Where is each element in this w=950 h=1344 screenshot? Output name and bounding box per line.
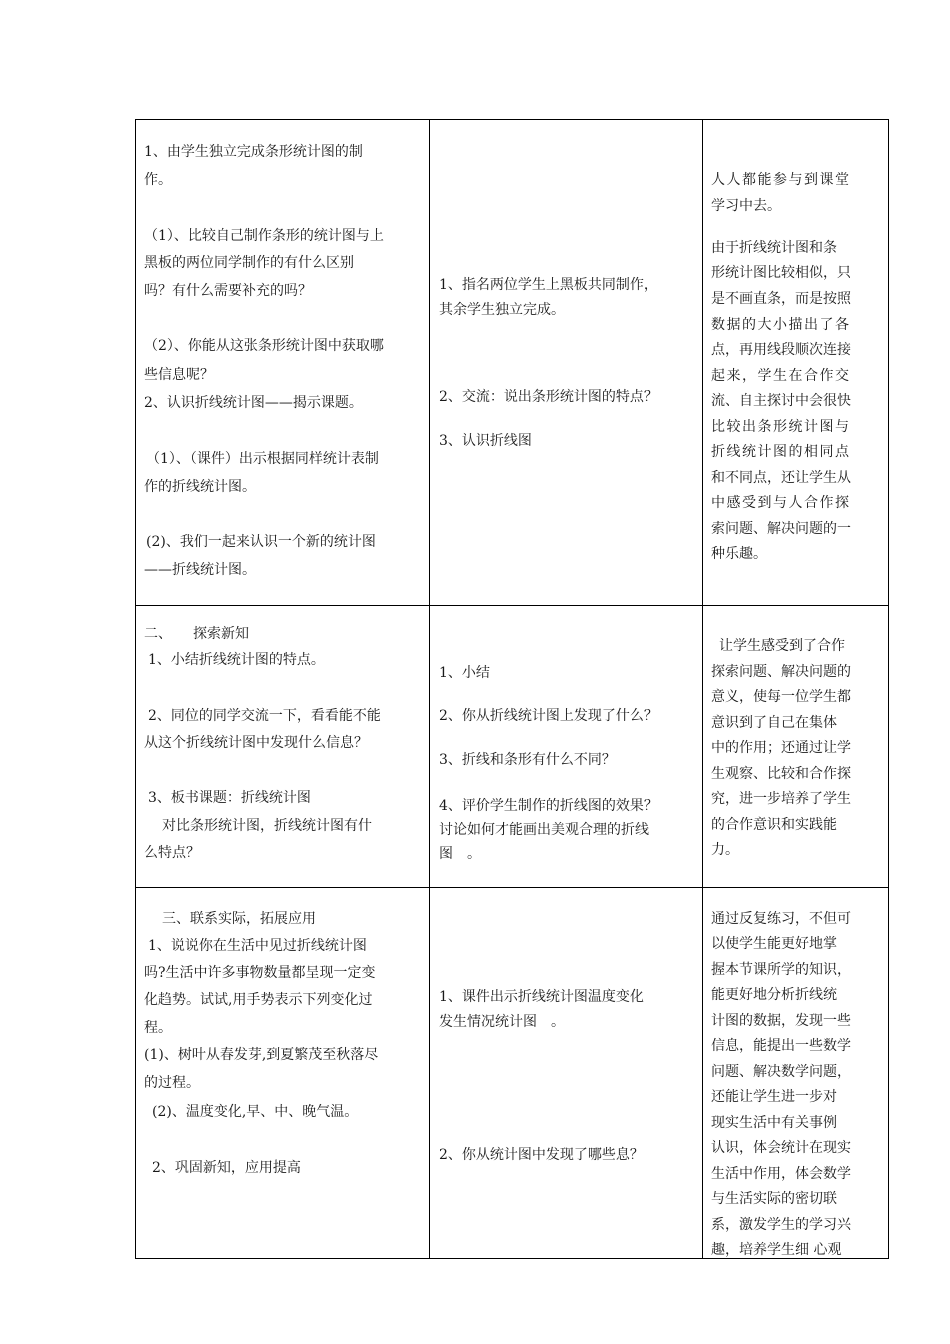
- text-line: （1）、比较自己制作条形的统计图与上: [144, 228, 384, 244]
- text-line: 信息，能提出一些数学: [711, 1038, 851, 1054]
- text-line: 生活中作用，体会数学: [711, 1166, 851, 1182]
- design-intent-cell: [703, 606, 889, 888]
- text-line: （2）、你能从这张条形统计图中获取哪: [144, 338, 384, 354]
- text-line: 系，激发学生的学习兴: [711, 1217, 851, 1233]
- text-line: 1、指名两位学生上黑板共同制作，: [439, 277, 658, 293]
- text-line: 2、你从折线统计图上发现了什么？: [439, 708, 658, 724]
- text-line: 以使学生能更好地掌: [711, 936, 837, 952]
- text-line: 形统计图比较相似，只: [711, 265, 851, 281]
- text-line: 力。: [711, 842, 739, 858]
- text-line: 对比条形统计图，折线统计图有什: [162, 818, 372, 834]
- text-line: 点，再用线段顺次连接: [711, 342, 851, 358]
- text-line: 起来，学生在合作交: [711, 368, 851, 384]
- text-line: 2、认识折线统计图——揭示课题。: [144, 395, 363, 411]
- text-line: 数据的大小描出了各: [711, 317, 851, 333]
- text-line: 1、小结: [439, 665, 490, 681]
- text-line: 握本节课所学的知识，: [711, 962, 851, 978]
- text-line: 通过反复练习，不但可: [711, 911, 851, 927]
- text-line: (1)、树叶从春发芽,到夏繁茂至秋落尽: [144, 1047, 379, 1063]
- text-line: 是不画直条，而是按照: [711, 291, 851, 307]
- text-line: 2、交流：说出条形统计图的特点？: [439, 389, 658, 405]
- text-line: 吗?生活中许多事物数量都呈现一定变: [144, 965, 376, 981]
- text-line: 的合作意识和实践能: [711, 817, 837, 833]
- text-line: 学习中去。: [711, 198, 781, 214]
- text-line: 意识到了自己在集体: [711, 715, 837, 731]
- text-line: 索问题、解决问题的一: [711, 521, 851, 537]
- table-row: [136, 606, 889, 888]
- design-intent-cell: [703, 888, 889, 1259]
- student-activity-cell: [430, 888, 703, 1259]
- text-line: 些信息呢？: [144, 367, 214, 383]
- text-line: 其余学生独立完成。: [439, 302, 565, 318]
- section-heading: 三、联系实际，拓展应用: [162, 911, 316, 927]
- text-line: 探索问题、解决问题的: [711, 664, 851, 680]
- text-line: 化趋势。试试,用手势表示下列变化过: [144, 992, 373, 1008]
- text-line: 折线统计图的相同点: [711, 444, 851, 460]
- student-activity-cell: [430, 120, 703, 606]
- teaching-process-cell: [136, 606, 430, 888]
- text-line: 1、课件出示折线统计图温度变化: [439, 989, 644, 1005]
- text-line: 由于折线统计图和条: [711, 240, 837, 256]
- table-row: [136, 120, 889, 606]
- text-line: 趣，培养学生细 心观: [711, 1242, 842, 1258]
- text-line: 3、折线和条形有什么不同？: [439, 752, 616, 768]
- text-line: 1、小结折线统计图的特点。: [148, 652, 325, 668]
- text-line: 程。: [144, 1020, 172, 1036]
- section-heading: 二、 探索新知: [144, 626, 249, 642]
- text-line: 3、认识折线图: [439, 433, 532, 449]
- text-line: 发生情况统计图 。: [439, 1014, 565, 1030]
- text-line: 生观察、比较和合作探: [711, 766, 851, 782]
- text-line: 2、巩固新知，应用提高: [152, 1160, 301, 1176]
- text-line: 中的作用；还通过让学: [711, 740, 851, 756]
- table-row: [136, 888, 889, 1259]
- student-activity-cell: [430, 606, 703, 888]
- text-line: ——折线统计图。: [144, 562, 256, 578]
- text-line: 问题、解决数学问题，: [711, 1064, 851, 1080]
- text-line: 作。: [144, 172, 172, 188]
- text-line: 吗？有什么需要补充的吗？: [144, 283, 312, 299]
- text-line: 从这个折线统计图中发现什么信息？: [144, 735, 368, 751]
- text-line: 中感受到与人合作探: [711, 495, 851, 511]
- text-line: 计图的数据，发现一些: [711, 1013, 851, 1029]
- teaching-process-cell: [136, 888, 430, 1259]
- text-line: 么特点？: [144, 845, 200, 861]
- text-line: 3、板书课题：折线统计图: [148, 790, 311, 806]
- text-line: 现实生活中有关事例: [711, 1115, 837, 1131]
- text-line: 和不同点，还让学生从: [711, 470, 851, 486]
- text-line: 2、同位的同学交流一下，看看能不能: [148, 708, 381, 724]
- text-line: 作的折线统计图。: [144, 479, 256, 495]
- text-line: 认识，体会统计在现实: [711, 1140, 851, 1156]
- text-line: （1）、（课件）出示根据同样统计表制: [146, 451, 379, 467]
- design-intent-cell: [703, 120, 889, 606]
- text-line: 1、由学生独立完成条形统计图的制: [144, 144, 363, 160]
- text-line: 讨论如何才能画出美观合理的折线: [439, 822, 649, 838]
- text-line: 让学生感受到了合作: [719, 638, 845, 654]
- text-line: 人人都能参与到课堂: [711, 172, 851, 188]
- text-line: 还能让学生进一步对: [711, 1089, 837, 1105]
- text-line: 能更好地分析折线统: [711, 987, 837, 1003]
- text-line: 种乐趣。: [711, 546, 767, 562]
- text-line: 2、你从统计图中发现了哪些息？: [439, 1147, 644, 1163]
- text-line: (2)、我们一起来认识一个新的统计图: [146, 534, 376, 550]
- text-line: 流、自主探讨中会很快: [711, 393, 851, 409]
- text-line: 黑板的两位同学制作的有什么区别: [144, 255, 354, 271]
- teaching-process-cell: [136, 120, 430, 606]
- text-line: 究，进一步培养了学生: [711, 791, 851, 807]
- text-line: 1、说说你在生活中见过折线统计图: [148, 938, 367, 954]
- text-line: 4、评价学生制作的折线图的效果？: [439, 798, 658, 814]
- lesson-plan-table: [135, 119, 889, 1259]
- text-line: (2)、温度变化,早、中、晚气温。: [152, 1104, 359, 1120]
- text-line: 的过程。: [144, 1075, 200, 1091]
- text-line: 与生活实际的密切联: [711, 1191, 837, 1207]
- text-line: 比较出条形统计图与: [711, 419, 851, 435]
- text-line: 图 。: [439, 846, 481, 862]
- text-line: 意义，使每一位学生都: [711, 689, 851, 705]
